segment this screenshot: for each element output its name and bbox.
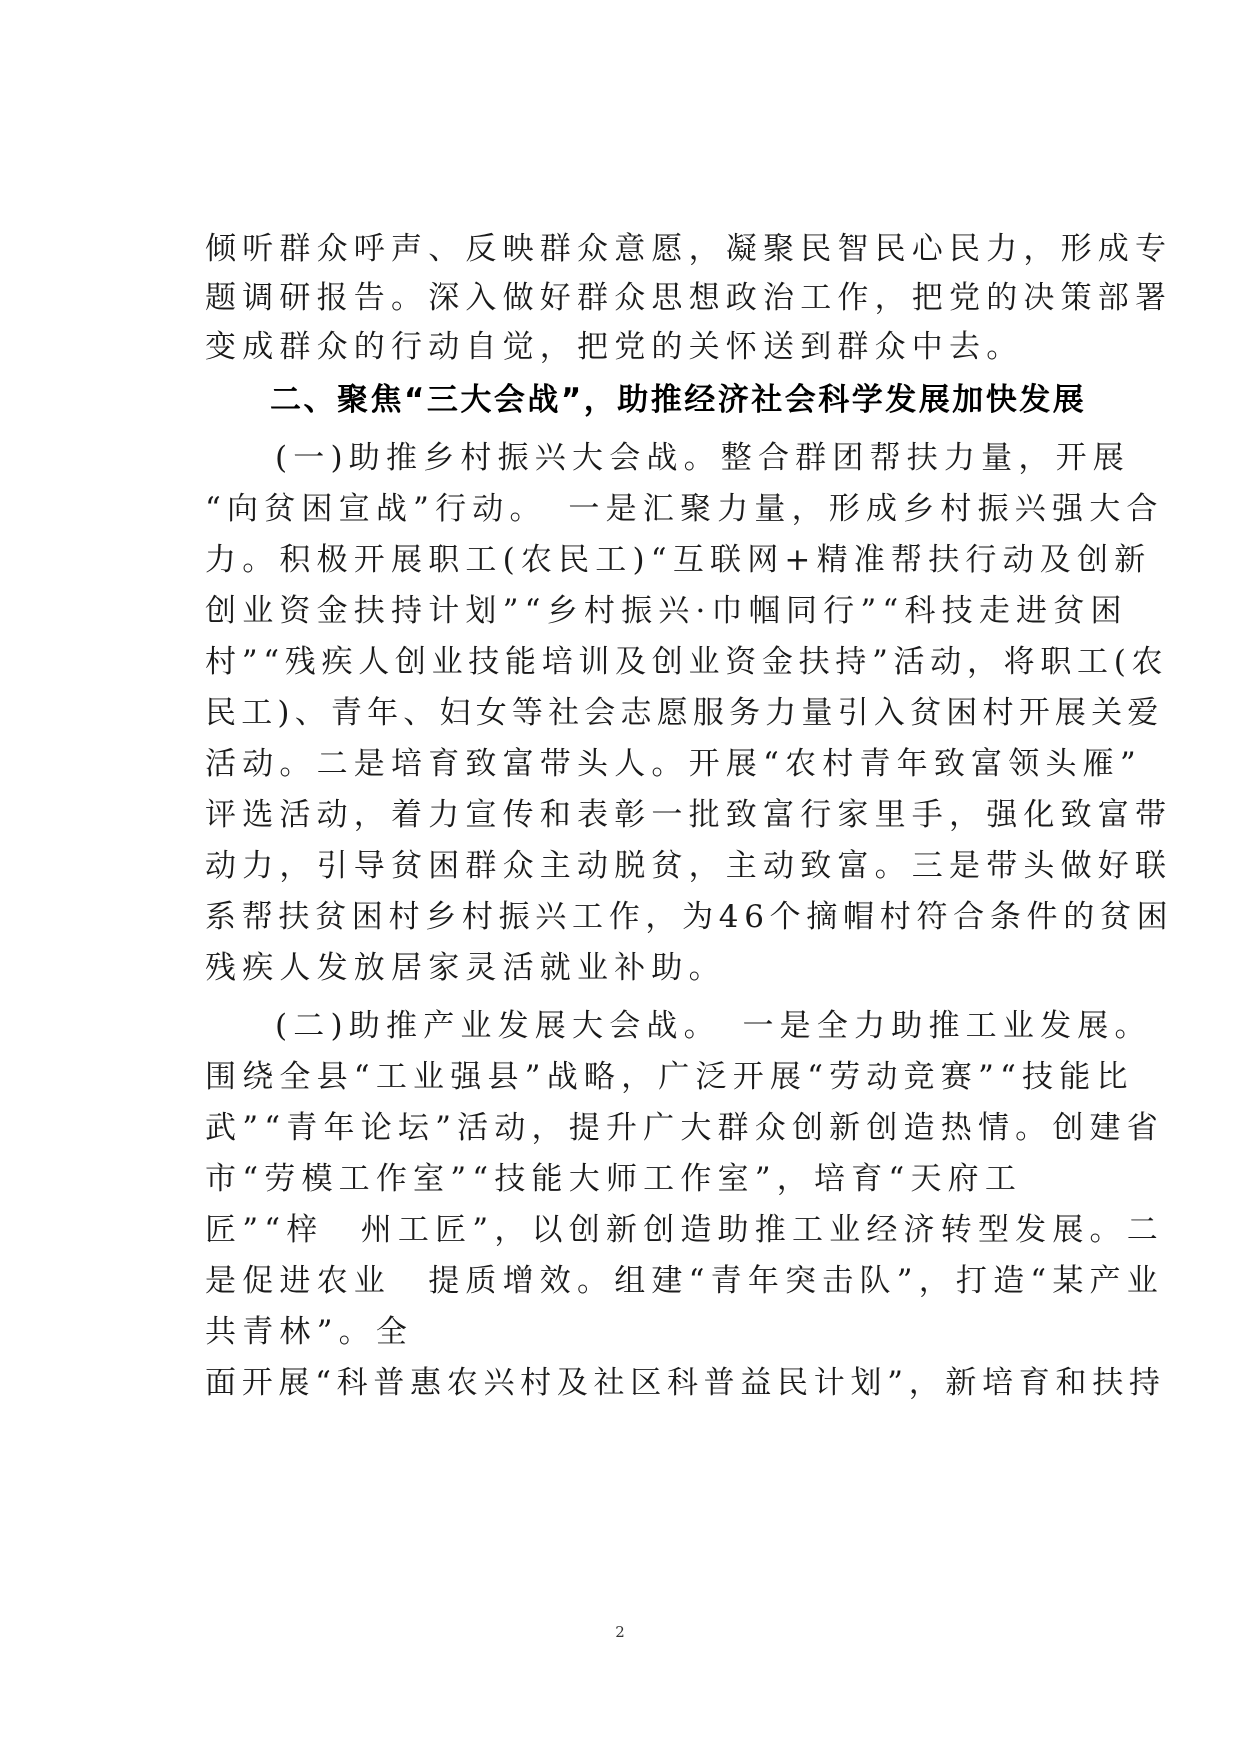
paragraph-3-line-5: 匠”“梓 州工匠”，以创新创造助推工业经济转型发展。二 [205, 1212, 1164, 1248]
paragraph-2-line-10: 系帮扶贫困村乡村振兴工作，为46个摘帽村符合条件的贫困 [205, 899, 1174, 935]
paragraph-2-line-7: 活动。二是培育致富带头人。开展“农村青年致富领头雁” [205, 746, 1142, 782]
paragraph-3-line-3: 武”“青年论坛”活动，提升广大群众创新创造热情。创建省 [205, 1110, 1164, 1146]
paragraph-3-line-8: 面开展“科普惠农兴村及社区科普益民计划”，新培育和扶持 [205, 1365, 1166, 1401]
paragraph-2-line-3: 力。积极开展职工(农民工)“互联网+精准帮扶行动及创新 [205, 542, 1152, 578]
paragraph-2-line-6: 民工)、青年、妇女等社会志愿服务力量引入贫困村开展关爱 [205, 695, 1164, 731]
page-number: 2 [615, 1623, 625, 1641]
paragraph-1-line-2: 题调研报告。深入做好群众思想政治工作，把党的决策部署 [205, 280, 1173, 316]
paragraph-2-line-11: 残疾人发放居家灵活就业补助。 [205, 950, 726, 986]
paragraph-2-line-8: 评选活动，着力宣传和表彰一批致富行家里手，强化致富带 [205, 797, 1173, 833]
paragraph-3-line-7: 共青林”。全 [205, 1314, 414, 1350]
paragraph-3-line-2: 围绕全县“工业强县”战略，广泛开展“劳动竞赛”“技能比 [205, 1059, 1134, 1095]
paragraph-2-line-1: (一)助推乡村振兴大会战。整合群团帮扶力量，开展 [275, 440, 1130, 476]
paragraph-2-line-2: “向贫困宣战”行动。 一是汇聚力量，形成乡村振兴强大合 [205, 491, 1164, 527]
paragraph-3-line-1: (二)助推产业发展大会战。 一是全力助推工业发展。 [275, 1008, 1152, 1044]
paragraph-1-line-1: 倾听群众呼声、反映群众意愿，凝聚民智民心民力，形成专 [205, 231, 1173, 267]
section-heading: 二、聚焦“三大会战”，助推经济社会科学发展加快发展 [270, 382, 1087, 418]
paragraph-2-line-9: 动力，引导贫困群众主动脱贫，主动致富。三是带头做好联 [205, 848, 1173, 884]
paragraph-3-line-4: 市“劳模工作室”“技能大师工作室”，培育“天府工 [205, 1161, 1023, 1197]
paragraph-2-line-5: 村”“残疾人创业技能培训及创业资金扶持”活动，将职工(农 [205, 644, 1169, 680]
paragraph-1-line-3: 变成群众的行动自觉，把党的关怀送到群众中去。 [205, 329, 1024, 365]
paragraph-2-line-4: 创业资金扶持计划”“乡村振兴·巾帼同行”“科技走进贫困 [205, 593, 1128, 629]
paragraph-3-line-6: 是促进农业 提质增效。组建“青年突击队”，打造“某产业 [205, 1263, 1164, 1299]
